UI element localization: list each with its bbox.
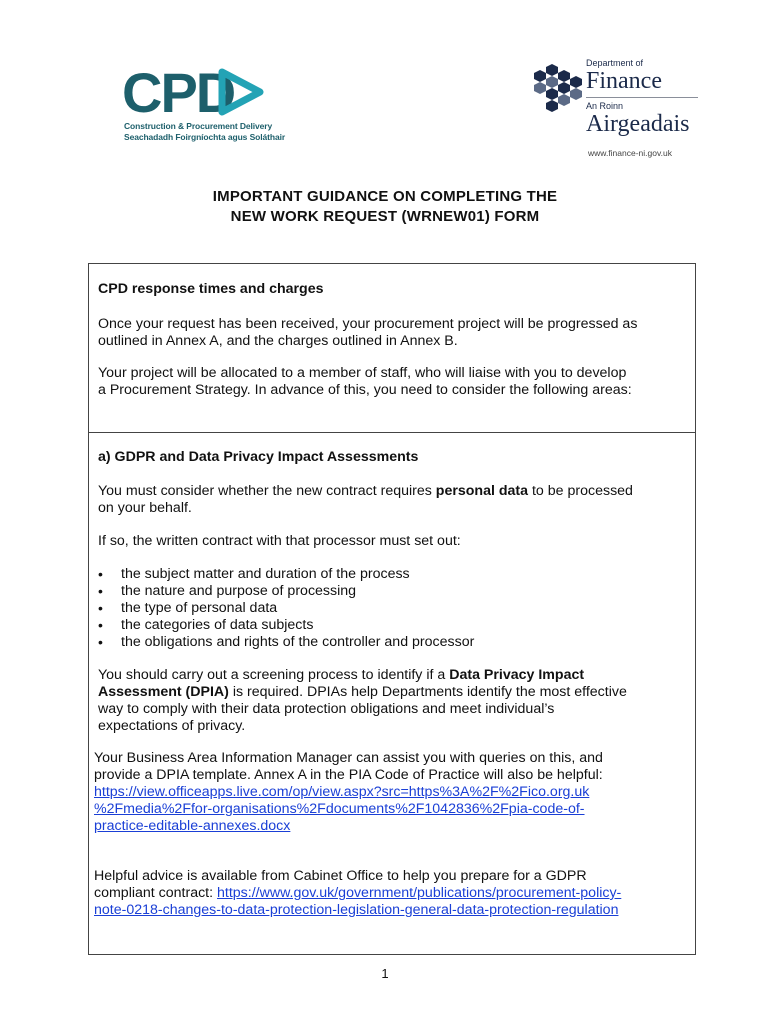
pia-code-link-line3[interactable]: practice-editable-annexes.docx — [94, 818, 291, 834]
gdpr-paragraph3-line1: You should carry out a screening process to identify if a Data Privacy Impact — [98, 667, 585, 683]
bullet-icon: • — [98, 583, 103, 599]
cpd-letters-text: CPD — [122, 66, 235, 118]
gdpr-paragraph4-line2: provide a DPIA template. Annex A in the PIA Code of Practice will also be helpful: — [94, 767, 603, 783]
list-item: the obligations and rights of the controller and processor — [121, 634, 475, 650]
gdpr-paragraph1-line1: You must consider whether the new contract requires personal data to be processed — [98, 483, 633, 499]
department-of-finance-logo — [530, 58, 705, 163]
gdpr-paragraph1-line2: on your behalf. — [98, 500, 192, 516]
cpd-logo — [122, 66, 286, 146]
section1-paragraph2-line1: Your project will be allocated to a member of staff, who will liaise with you to develop — [98, 365, 627, 381]
gdpr-paragraph5-line2: compliant contract: https://www.gov.uk/government/publications/procurement-policy- — [94, 885, 622, 901]
cpd-letters-graphic — [122, 66, 272, 118]
document-title-line2: NEW WORK REQUEST (WRNEW01) FORM — [230, 208, 540, 225]
section1-paragraph1-line2: outlined in Annex A, and the charges outlined in Annex B. — [98, 333, 458, 349]
dof-website-url: www.finance-ni.gov.uk — [588, 148, 672, 158]
gdpr-paragraph3-line4: expectations of privacy. — [98, 718, 246, 734]
dof-airgeadais: Airgeadais — [586, 111, 690, 137]
dof-finance: Finance — [586, 68, 662, 94]
dof-department-of: Department of — [586, 58, 644, 68]
dof-divider — [586, 97, 698, 98]
cpd-tagline-irish: Seachadadh Foirgníochta agus Soláthair — [124, 132, 286, 142]
bullet-icon: • — [98, 600, 103, 616]
cabinet-office-link-line2[interactable]: note-0218-changes-to-data-protection-legislation-general-data-protection-regulation — [94, 902, 619, 918]
dof-wordmark — [586, 58, 704, 137]
section-gdpr-box — [88, 432, 696, 955]
box-divider — [89, 432, 695, 433]
gdpr-paragraph5-line1: Helpful advice is available from Cabinet Office to help you prepare for a GDPR — [94, 868, 587, 884]
section1-paragraph1-line1: Once your request has been received, your procurement project will be progressed as — [98, 316, 638, 332]
list-item: the type of personal data — [121, 600, 278, 616]
bullet-icon: • — [98, 634, 103, 650]
section1-paragraph2-line2: a Procurement Strategy. In advance of this, you need to consider the following areas: — [98, 382, 632, 398]
gdpr-paragraph4-line1: Your Business Area Information Manager can assist you with queries on this, and — [94, 750, 603, 766]
section-response-times-heading: CPD response times and charges — [98, 281, 324, 297]
pia-code-link-line2[interactable]: %2Fmedia%2Ffor-organisations%2Fdocuments%2F1042836%2Fpia-code-of- — [94, 801, 585, 817]
hexagon-cluster-icon — [534, 62, 584, 112]
list-item: the subject matter and duration of the process — [121, 566, 410, 582]
page-number: 1 — [381, 966, 389, 981]
list-item: the nature and purpose of processing — [121, 583, 357, 599]
list-item: the categories of data subjects — [121, 617, 314, 633]
bullet-icon: • — [98, 566, 103, 582]
pia-code-link-line1[interactable]: https://view.officeapps.live.com/op/view.aspx?src=https%3A%2F%2Fico.org.uk — [94, 784, 590, 800]
document-title-line1: IMPORTANT GUIDANCE ON COMPLETING THE — [212, 188, 558, 205]
cpd-tagline-english: Construction & Procurement Delivery — [124, 121, 273, 131]
section-gdpr-heading: a) GDPR and Data Privacy Impact Assessments — [98, 449, 419, 465]
gdpr-paragraph3-line2: Assessment (DPIA) is required. DPIAs help Departments identify the most effective — [98, 684, 627, 700]
bullet-icon: • — [98, 617, 103, 633]
section-response-times-box — [88, 263, 696, 433]
cabinet-office-link-line1[interactable]: https://www.gov.uk/government/publications/procurement-policy- — [217, 885, 622, 901]
gdpr-paragraph2: If so, the written contract with that processor must set out: — [98, 533, 461, 549]
dof-an-roinn: An Roinn — [586, 101, 624, 111]
gdpr-paragraph3-line3: way to comply with their data protection obligations and meet individual’s — [98, 701, 555, 717]
